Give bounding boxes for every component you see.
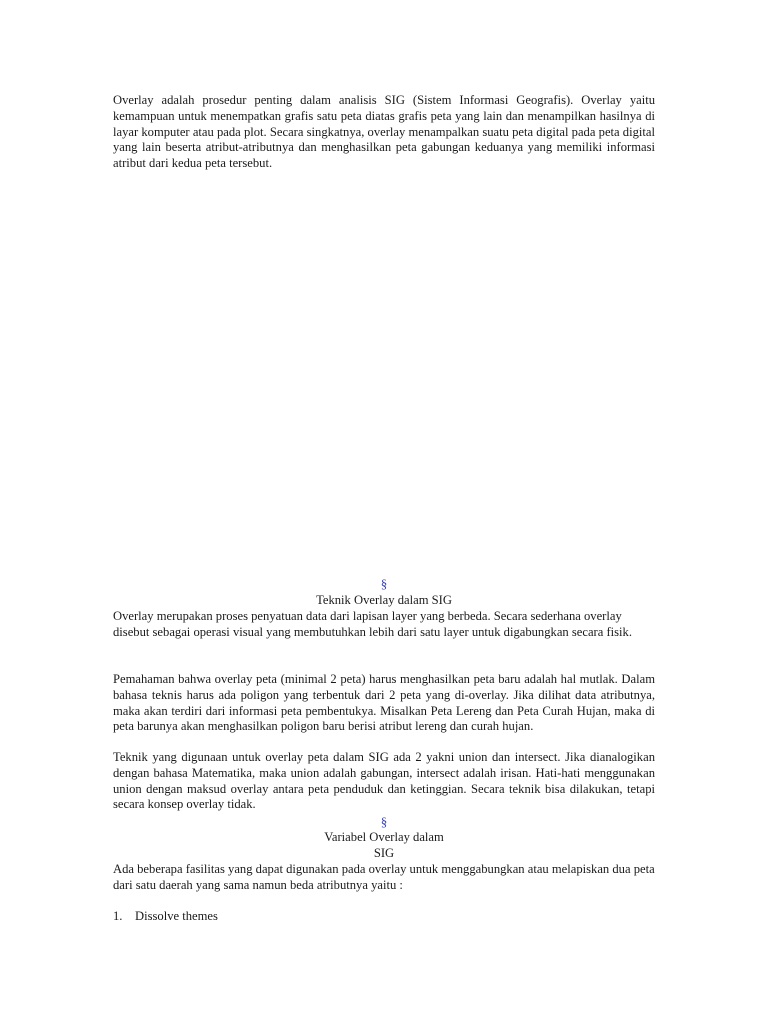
section-symbol: § bbox=[380, 576, 388, 591]
intro-paragraph: Overlay adalah prosedur penting dalam analisis SIG (Sistem Informasi Geografis). Overlay yaitu kemampuan untuk menempatkan grafis satu peta diatas grafis peta yang lain dan menampilkan hasilnya di layar komputer atau pada plot. Secara singkatnya, overlay menampalkan suatu peta digital pada peta digital yang lain beserta atribut-atributnya dan menghasilkan peta gabungan keduanya yang memiliki informasi atribut dari kedua peta tersebut. bbox=[113, 93, 655, 171]
list-item-number: 1. bbox=[113, 909, 123, 923]
list-item bbox=[113, 909, 655, 925]
body-paragraph: Overlay merupakan proses penyatuan data dari lapisan layer yang berbeda. Secara sederhana overlay disebut sebagai operasi visual yang membutuhkan lebih dari satu layer untuk digabungkan secara fisik. bbox=[113, 609, 633, 639]
section-title-continued: SIG bbox=[373, 846, 395, 860]
list-item-label: Dissolve themes bbox=[135, 909, 218, 923]
section-symbol: § bbox=[380, 814, 388, 829]
body-paragraph: Teknik yang digunaan untuk overlay peta dalam SIG ada 2 yakni union dan intersect. Jika dianalogikan dengan bahasa Matematika, maka union adalah gabungan, intersect adalah irisan. Hati-hati menggunakan union dengan maksud overlay antara peta penduduk dan ketinggian. Secara teknik bisa dilakukan, tetapi secara konsep overlay tidak. bbox=[113, 750, 655, 812]
body-paragraph: Pemahaman bahwa overlay peta (minimal 2 peta) harus menghasilkan peta baru adalah hal mutlak. Dalam bahasa teknis harus ada poligon yang terbentuk dari 2 peta yang di-overlay. Jika dilihat data atributnya, maka akan terdiri dari informasi peta pembentukya. Misalkan Peta Lereng dan Peta Curah Hujan, maka di peta barunya akan menghasilkan poligon baru berisi atribut lereng dan curah hujan. bbox=[113, 672, 655, 734]
section-title: Variabel Overlay dalam bbox=[324, 830, 444, 844]
body-paragraph: Ada beberapa fasilitas yang dapat digunakan pada overlay untuk menggabungkan atau melapiskan dua peta dari satu daerah yang sama namun beda atributnya yaitu : bbox=[113, 862, 655, 892]
section-title: Teknik Overlay dalam SIG bbox=[316, 593, 452, 607]
